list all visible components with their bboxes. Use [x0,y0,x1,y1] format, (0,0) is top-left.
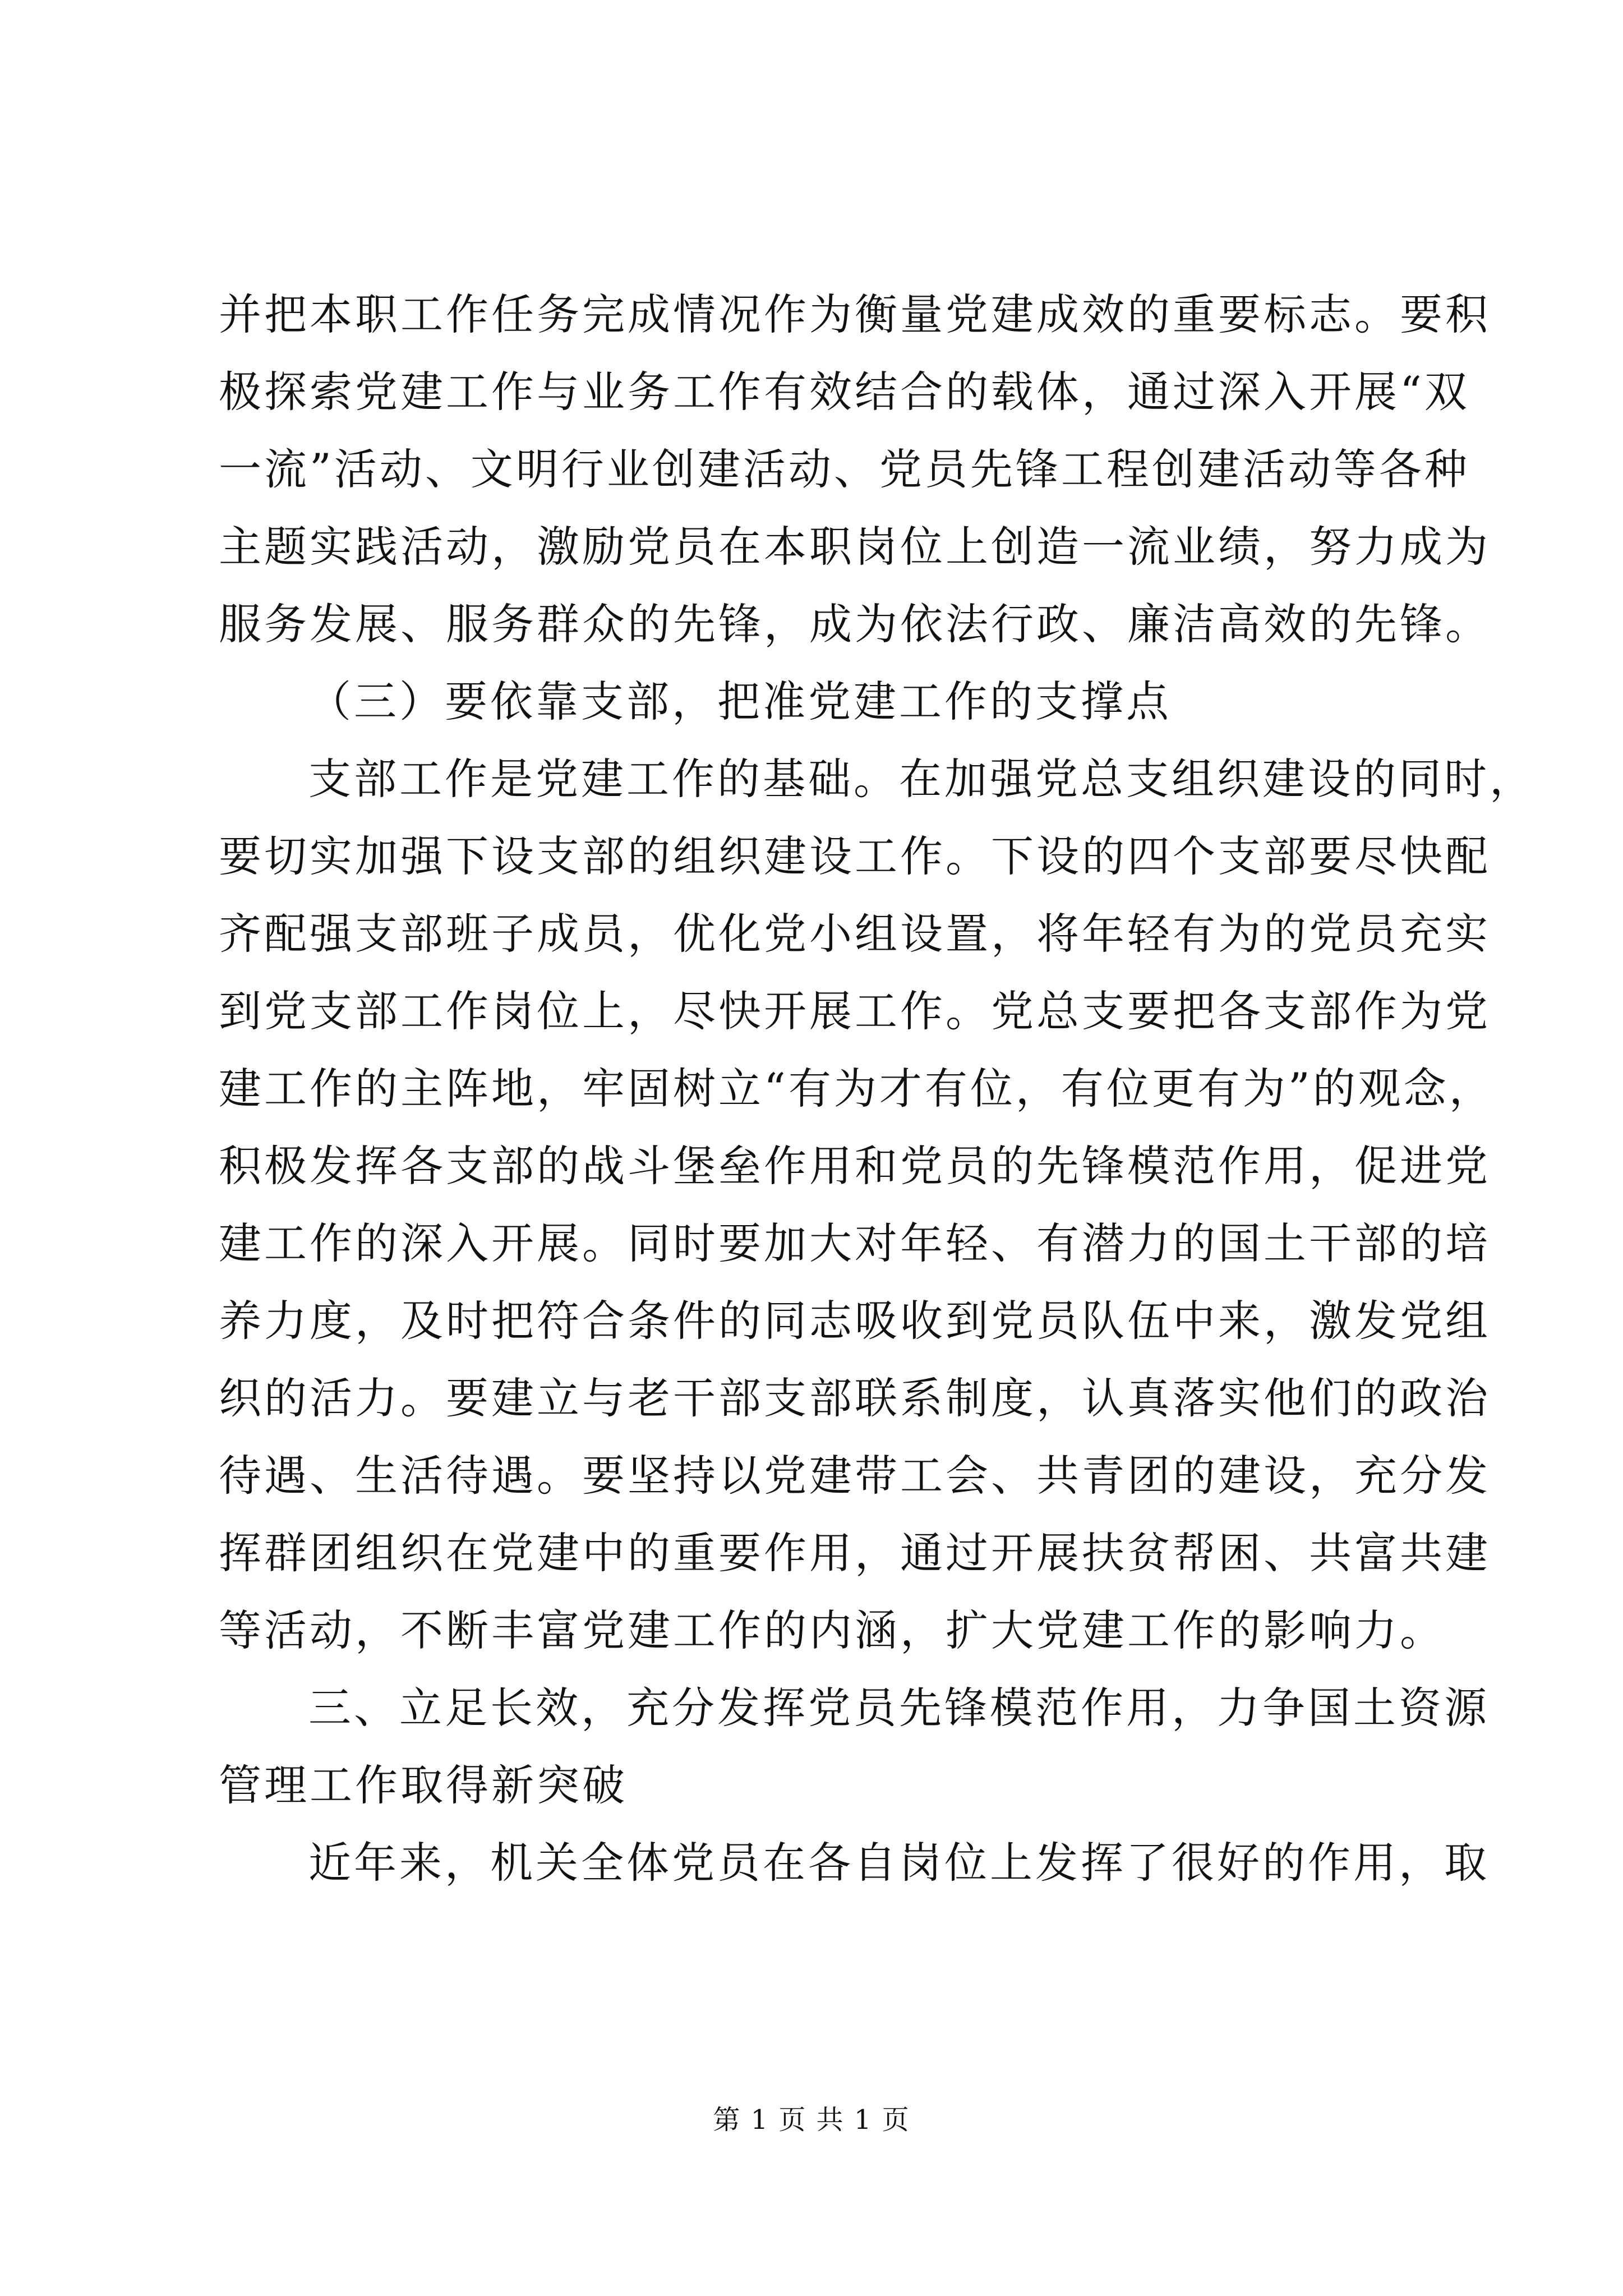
body-line: 服务发展、服务群众的先锋，成为依法行政、廉洁高效的先锋。 [219,599,1491,649]
page-footer: 第 1 页 共 1 页 [713,2104,910,2136]
body-line: 主题实践活动，激励党员在本职岗位上创造一流业绩，努力成为 [219,522,1491,572]
body-line: 养力度，及时把符合条件的同志吸收到党员队伍中来，激发党组 [219,1296,1491,1346]
body-line: 建工作的主阵地，牢固树立“有为才有位，有位更有为”的观念， [219,1064,1495,1114]
body-line: 支部工作是党建工作的基础。在加强党总支组织建设的同时， [308,754,1535,804]
body-line: 挥群团组织在党建中的重要作用，通过开展扶贫帮困、共富共建 [219,1528,1491,1578]
body-line: 近年来，机关全体党员在各自岗位上发挥了很好的作用，取 [308,1838,1490,1888]
body-line: 一流”活动、文明行业创建活动、党员先锋工程创建活动等各种 [219,444,1470,494]
body-line: 待遇、生活待遇。要坚持以党建带工会、共青团的建设，充分发 [219,1451,1491,1501]
body-line: 积极发挥各支部的战斗堡垒作用和党员的先锋模范作用，促进党 [219,1141,1491,1191]
section-heading-continuation: 管理工作取得新突破 [219,1760,628,1810]
section-subheading: （三）要依靠支部，把准党建工作的支撑点 [308,677,1172,726]
document-body [219,276,1535,1902]
body-line: 到党支部工作岗位上，尽快开展工作。党总支要把各支部作为党 [219,986,1491,1036]
body-line: 织的活力。要建立与老干部支部联系制度，认真落实他们的政治 [219,1373,1491,1423]
body-line: 建工作的深入开展。同时要加大对年轻、有潜力的国土干部的培 [219,1218,1491,1268]
body-line: 等活动，不断丰富党建工作的内涵，扩大党建工作的影响力。 [219,1605,1445,1655]
body-line: 要切实加强下设支部的组织建设工作。下设的四个支部要尽快配 [219,831,1491,881]
body-line: 齐配强支部班子成员，优化党小组设置，将年轻有为的党员充实 [219,909,1491,959]
section-heading: 三、立足长效，充分发挥党员先锋模范作用，力争国土资源 [308,1683,1490,1733]
body-line: 极探索党建工作与业务工作有效结合的载体，通过深入开展“双 [219,367,1470,417]
body-line: 并把本职工作任务完成情况作为衡量党建成效的重要标志。要积 [219,289,1491,339]
